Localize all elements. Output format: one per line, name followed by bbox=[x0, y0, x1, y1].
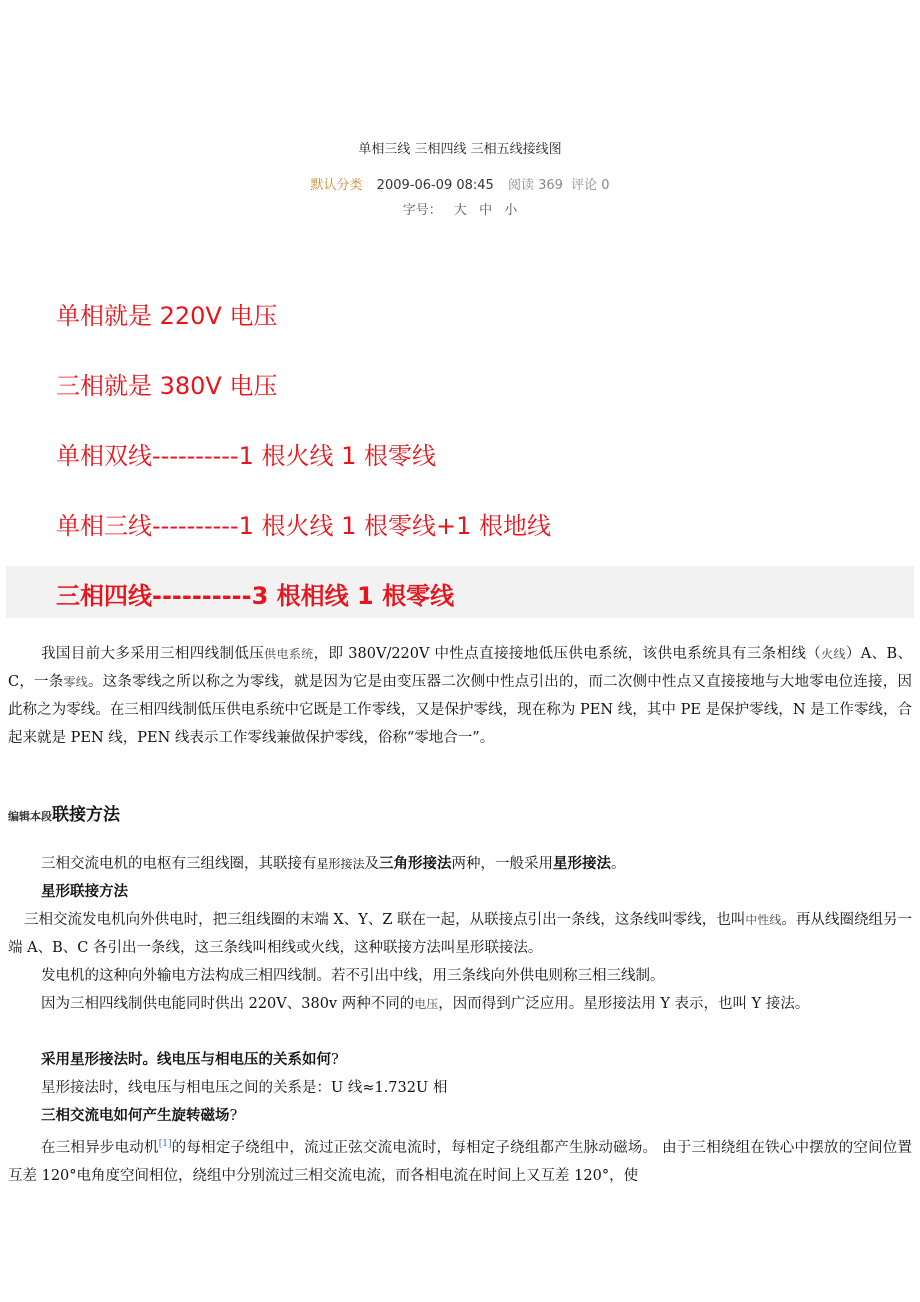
link-power-system[interactable]: 供电系统 bbox=[264, 647, 314, 661]
big-line-2: 三相就是 380V 电压 bbox=[56, 372, 278, 400]
big-line-4: 单相三线----------1 根火线 1 根零线+1 根地线 bbox=[56, 512, 552, 540]
link-live-wire[interactable]: 火线 bbox=[821, 647, 846, 661]
font-size-large-button[interactable]: 大 bbox=[453, 203, 467, 218]
intro-paragraph: 我国目前大多采用三相四线制低压供电系统，即 380V/220V 中性点直接接地低压供电系统，该供电系统具有三条相线（火线）A、B、C，一条零线。这条零线之所以称之为零线，就是因为它是由变压器二次侧中性点引出的，而二次侧中性点又直接接地与大地零电位连接，因此称之为零线。在三相四线制低压供电系统中它既是工作零线，又是保护零线，现在称为 PEN 线，其中 PE 是保护零线，N 是工作零线，合起来就是 PEN 线，PEN 线表示工作零线兼做保护零线，俗称“零地合一”。 bbox=[8, 646, 912, 746]
generator-paragraph: 发电机的这种向外输电方法构成三相四线制。若不引出中线，用三条线向外供电则称三相三线制。 bbox=[41, 968, 665, 984]
link-neutral-line[interactable]: 中性线 bbox=[745, 913, 782, 927]
edit-section-link[interactable]: 编辑本段 bbox=[8, 810, 52, 823]
font-size-label: 字号： bbox=[402, 203, 442, 218]
section-header bbox=[8, 800, 120, 825]
link-neutral-wire[interactable]: 零线 bbox=[63, 675, 88, 689]
category-link[interactable]: 默认分类 bbox=[310, 178, 363, 193]
font-size-switcher bbox=[0, 199, 920, 218]
read-count: 阅读 369 bbox=[507, 178, 563, 193]
big-line-3: 单相双线----------1 根火线 1 根零线 bbox=[56, 442, 437, 470]
question-1: 采用星形接法时。线电压与相电压的关系如何? bbox=[41, 1051, 339, 1068]
rotation-paragraph: 在三相异步电动机[1]的每相定子绕组中，流过正弦交流电流时，每相定子绕组都产生脉动磁场。 由于三相绕组在铁心中摆放的空间位置互差 120°电角度空间相位，绕组中分别流过三相交流电流，而各相电流在时间上又互差 120°，使 bbox=[8, 1139, 913, 1184]
answer-1: 星形接法时，线电压与相电压之间的关系是：U 线≈1.732U 相 bbox=[41, 1080, 448, 1096]
font-size-small-button[interactable]: 小 bbox=[504, 203, 518, 218]
article-meta bbox=[0, 174, 920, 193]
connection-intro: 三相交流电机的电枢有三组线圈，其联接有星形接法及三角形接法两种，一般采用星形接法。 bbox=[41, 855, 626, 872]
link-voltage[interactable]: 电压 bbox=[414, 997, 439, 1011]
big-line-1: 单相就是 220V 电压 bbox=[56, 302, 278, 330]
question-2: 三相交流电如何产生旋转磁场? bbox=[41, 1107, 238, 1124]
section-heading: 联接方法 bbox=[52, 805, 120, 825]
reference-link[interactable]: [1] bbox=[158, 1139, 172, 1149]
why-paragraph: 因为三相四线制供电能同时供出 220V、380v 两种不同的电压，因而得到广泛应用。星形接法用 Y 表示，也叫 Y 接法。 bbox=[41, 996, 810, 1012]
comment-count[interactable]: 评论 0 bbox=[571, 178, 610, 193]
big-line-5: 三相四线----------3 根相线 1 根零线 bbox=[56, 582, 455, 610]
link-star-method[interactable]: 星形接法 bbox=[316, 857, 365, 871]
post-date: 2009-06-09 08:45 bbox=[376, 178, 494, 193]
font-size-medium-button[interactable]: 中 bbox=[479, 203, 493, 218]
star-paragraph: 三相交流发电机向外供电时，把三组线圈的末端 X、Y、Z 联在一起，从联接点引出一条线，这条线叫零线，也叫中性线。再从线圈绕组另一端 A、B、C 各引出一条线，这三条线叫相线或火线，这种联接方法叫星形联接法。 bbox=[8, 912, 912, 956]
star-heading: 星形联接方法 bbox=[41, 883, 128, 900]
article-title: 单相三线 三相四线 三相五线接线图 bbox=[358, 142, 562, 157]
